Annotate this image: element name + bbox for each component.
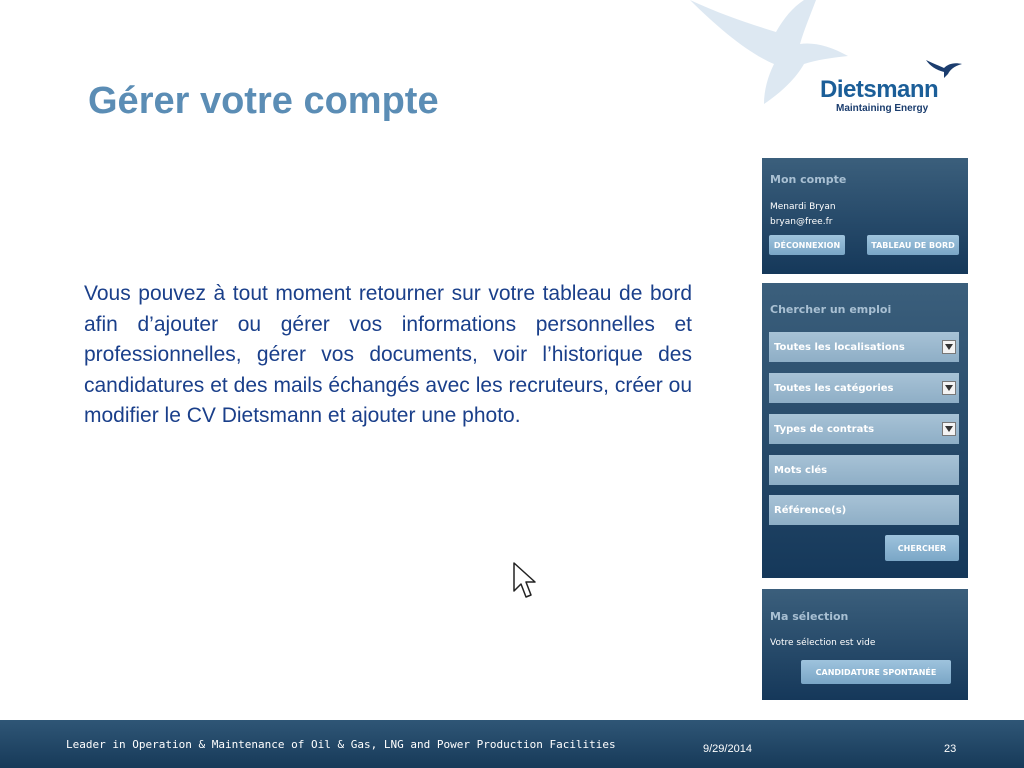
location-dropdown-arrow-icon[interactable] [942, 340, 956, 354]
location-select[interactable] [769, 332, 959, 362]
job-search-heading: Chercher un emploi [770, 303, 892, 316]
keywords-input[interactable]: Mots clés [769, 455, 959, 485]
spontaneous-application-button[interactable]: CANDIDATURE SPONTANÉE [801, 660, 951, 684]
contract-type-select-value: Types de contrats [774, 423, 875, 435]
footer-tagline: Leader in Operation & Maintenance of Oil & Gas, LNG and Power Production Facilities [66, 738, 616, 751]
selection-empty-text: Votre sélection est vide [770, 638, 876, 648]
selection-heading: Ma sélection [770, 610, 849, 623]
dashboard-button[interactable]: TABLEAU DE BORD [867, 235, 959, 255]
contract-dropdown-arrow-icon[interactable] [942, 422, 956, 436]
location-select-value: Toutes les localisations [774, 341, 905, 353]
logout-button[interactable]: DÉCONNEXION [769, 235, 845, 255]
footer-page-number: 23 [944, 743, 957, 755]
selection-panel [762, 589, 968, 700]
slide-title: Gérer votre compte [88, 80, 439, 122]
account-heading: Mon compte [770, 173, 847, 186]
search-button[interactable]: CHERCHER [885, 535, 959, 561]
category-select-value: Toutes les catégories [774, 382, 894, 394]
logo-tagline: Maintaining Energy [836, 103, 929, 114]
company-logo [818, 56, 968, 118]
reference-input[interactable]: Référence(s) [769, 495, 959, 525]
account-user-name: Menardi Bryan [770, 202, 836, 212]
account-panel [762, 158, 968, 274]
footer-date: 9/29/2014 [703, 743, 752, 755]
slide-footer [0, 720, 1024, 768]
mouse-pointer-icon [512, 561, 536, 601]
slide-body-text: Vous pouvez à tout moment retourner sur votre tableau de bord afin d’ajouter ou gérer vos informations personnelles et professionnelles, gérer vos documents, voir l’historique des candidatures et des mails échangés avec les recruteurs, créer ou modifier le CV Dietsmann et ajouter une photo. [84, 282, 692, 427]
category-dropdown-arrow-icon[interactable] [942, 381, 956, 395]
logo-name: Dietsmann [820, 76, 939, 103]
category-select[interactable] [769, 373, 959, 403]
contract-type-select[interactable] [769, 414, 959, 444]
account-user-email: bryan@free.fr [770, 217, 833, 227]
job-search-panel [762, 283, 968, 578]
